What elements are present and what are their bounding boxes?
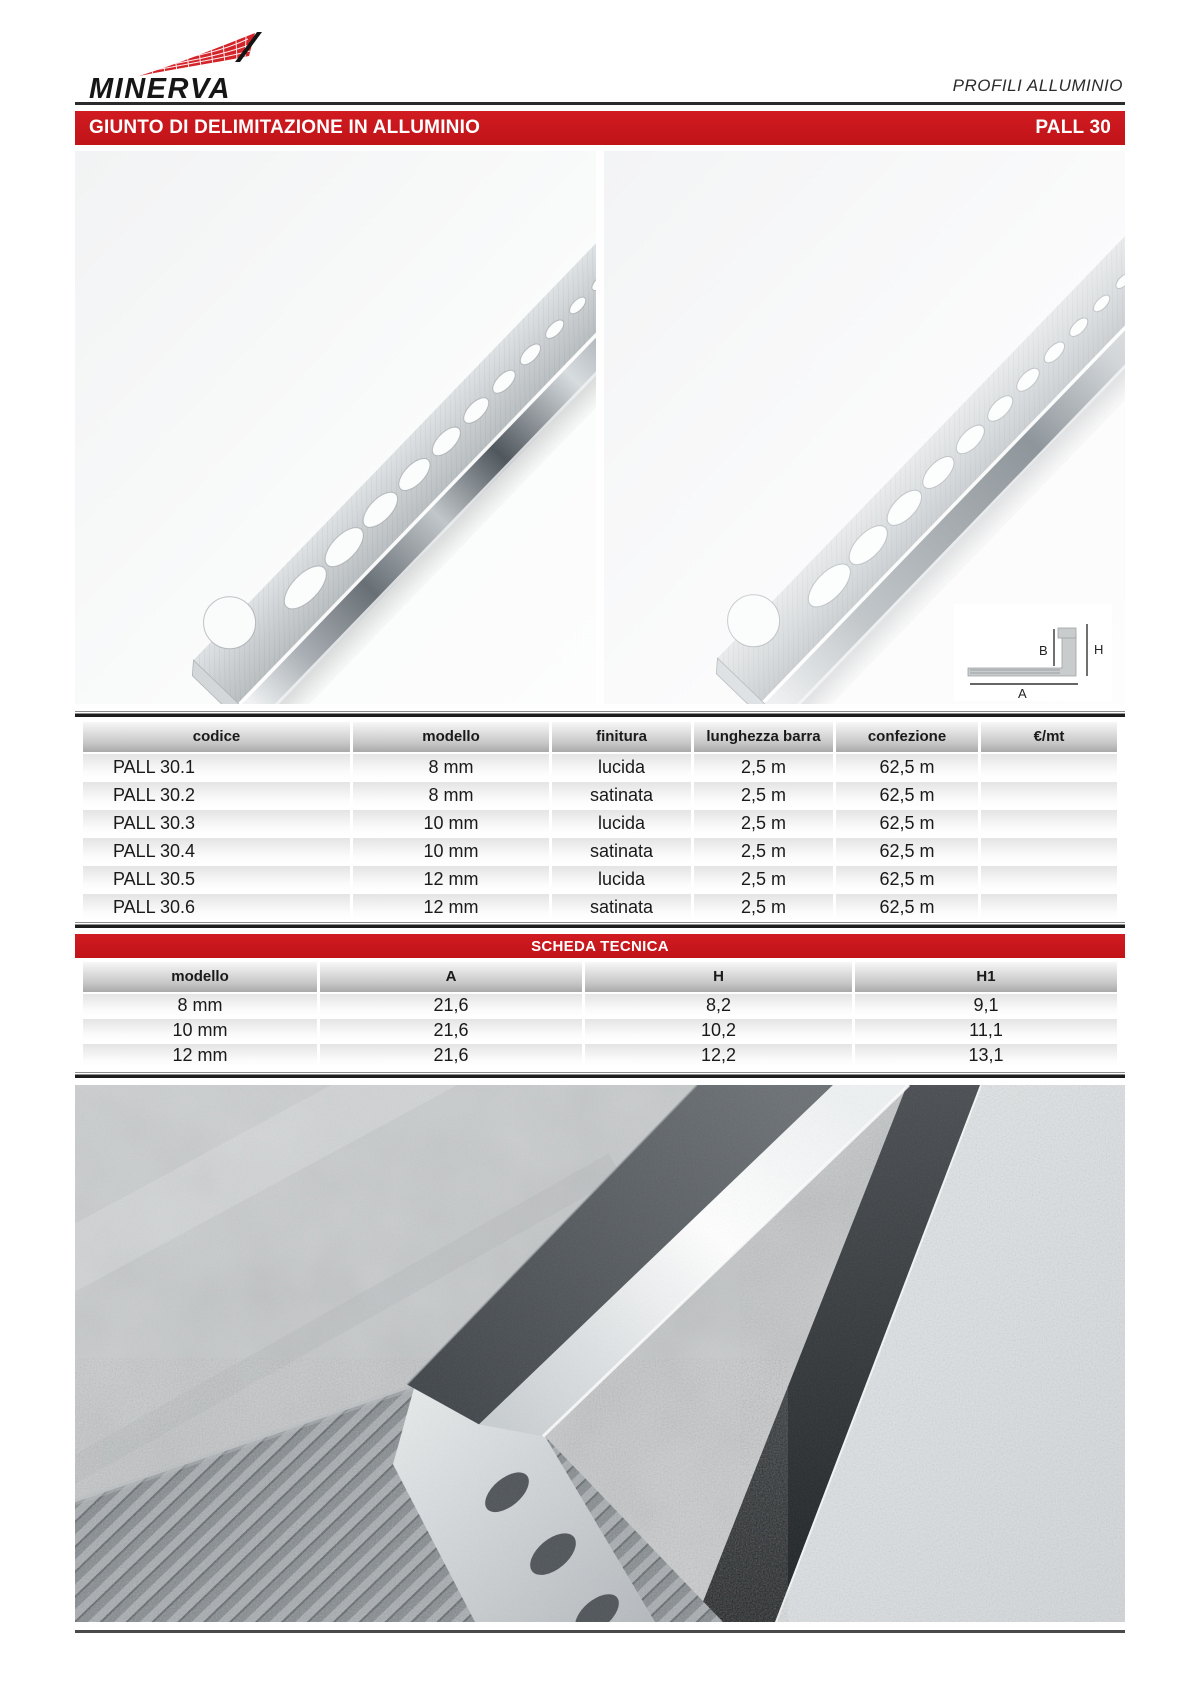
cross-section-diagram bbox=[954, 604, 1112, 701]
table-cell: lucida bbox=[552, 754, 691, 780]
table-row bbox=[83, 782, 1117, 808]
table-cell: satinata bbox=[552, 894, 691, 920]
table-cell: 62,5 m bbox=[836, 754, 978, 780]
dim-label-a: A bbox=[1018, 686, 1027, 701]
divider bbox=[75, 1072, 1125, 1078]
table-cell: 10 mm bbox=[353, 838, 549, 864]
table-cell: satinata bbox=[552, 838, 691, 864]
table-cell bbox=[981, 782, 1117, 808]
tech-table bbox=[83, 962, 1117, 1067]
table-cell: 12 mm bbox=[83, 1044, 317, 1067]
table-cell: 8 mm bbox=[83, 994, 317, 1017]
scheda-tecnica-title: SCHEDA TECNICA bbox=[531, 937, 669, 955]
table-cell bbox=[981, 754, 1117, 780]
bottom-rule bbox=[75, 1630, 1125, 1633]
sail-icon bbox=[139, 32, 262, 76]
product-code: PALL 30 bbox=[1035, 117, 1111, 138]
dim-label-h: H bbox=[1094, 642, 1104, 657]
table-cell: 10 mm bbox=[83, 1019, 317, 1042]
table-cell: 2,5 m bbox=[694, 782, 833, 808]
column-header: modello bbox=[353, 722, 549, 752]
table-header-row bbox=[83, 722, 1117, 752]
table-cell: 2,5 m bbox=[694, 838, 833, 864]
table-cell: lucida bbox=[552, 866, 691, 892]
content bbox=[75, 0, 1125, 1633]
brand-name: MINERVA bbox=[89, 73, 232, 102]
title-bar bbox=[75, 111, 1125, 145]
table-row bbox=[83, 994, 1117, 1017]
table-row bbox=[83, 810, 1117, 836]
table-cell: 21,6 bbox=[320, 1019, 582, 1042]
table-cell: 62,5 m bbox=[836, 810, 978, 836]
table-cell: PALL 30.1 bbox=[83, 754, 350, 780]
table-cell: PALL 30.2 bbox=[83, 782, 350, 808]
table-cell bbox=[981, 810, 1117, 836]
column-header: H1 bbox=[855, 962, 1117, 992]
table-cell: 62,5 m bbox=[836, 894, 978, 920]
table-row bbox=[83, 1019, 1117, 1042]
table-cell: 13,1 bbox=[855, 1044, 1117, 1067]
column-header: lunghezza barra bbox=[694, 722, 833, 752]
scheda-tecnica-bar bbox=[75, 934, 1125, 958]
table-cell: PALL 30.6 bbox=[83, 894, 350, 920]
table-cell bbox=[981, 866, 1117, 892]
products-table bbox=[83, 722, 1117, 920]
table-cell: 10,2 bbox=[585, 1019, 852, 1042]
table-cell: 12 mm bbox=[353, 894, 549, 920]
table-cell: PALL 30.5 bbox=[83, 866, 350, 892]
table-cell bbox=[981, 894, 1117, 920]
minerva-logo bbox=[89, 30, 269, 102]
table-cell: 11,1 bbox=[855, 1019, 1117, 1042]
table-row bbox=[83, 1044, 1117, 1067]
table-cell: 2,5 m bbox=[694, 754, 833, 780]
header-rule bbox=[75, 102, 1125, 105]
column-header: €/mt bbox=[981, 722, 1117, 752]
table-cell: 2,5 m bbox=[694, 866, 833, 892]
divider bbox=[75, 922, 1125, 928]
table-cell: 8 mm bbox=[353, 782, 549, 808]
product-images bbox=[75, 151, 1125, 704]
table-cell bbox=[981, 838, 1117, 864]
column-header: H bbox=[585, 962, 852, 992]
table-cell: 2,5 m bbox=[694, 810, 833, 836]
product-image-lucida bbox=[75, 151, 596, 704]
column-header: confezione bbox=[836, 722, 978, 752]
column-header: A bbox=[320, 962, 582, 992]
table-cell: 10 mm bbox=[353, 810, 549, 836]
page-title: GIUNTO DI DELIMITAZIONE IN ALLUMINIO bbox=[89, 117, 481, 138]
table-cell: 2,5 m bbox=[694, 894, 833, 920]
column-header: modello bbox=[83, 962, 317, 992]
tagline: PROFILI ALLUMINIO bbox=[952, 76, 1123, 95]
table-cell: 8,2 bbox=[585, 994, 852, 1017]
table-row bbox=[83, 838, 1117, 864]
table-cell: 21,6 bbox=[320, 994, 582, 1017]
table-cell: 9,1 bbox=[855, 994, 1117, 1017]
table-cell: lucida bbox=[552, 810, 691, 836]
table-cell: 21,6 bbox=[320, 1044, 582, 1067]
dim-label-b: B bbox=[1039, 643, 1048, 658]
header bbox=[75, 2, 1125, 102]
table-cell: 8 mm bbox=[353, 754, 549, 780]
table-cell: PALL 30.4 bbox=[83, 838, 350, 864]
table-cell: 62,5 m bbox=[836, 866, 978, 892]
table-cell: 62,5 m bbox=[836, 838, 978, 864]
column-header: codice bbox=[83, 722, 350, 752]
application-photo bbox=[75, 1085, 1125, 1622]
table-cell: 12,2 bbox=[585, 1044, 852, 1067]
table-row bbox=[83, 866, 1117, 892]
table-cell: 62,5 m bbox=[836, 782, 978, 808]
divider bbox=[75, 711, 1125, 717]
table-cell: 12 mm bbox=[353, 866, 549, 892]
table-cell: PALL 30.3 bbox=[83, 810, 350, 836]
table-cell: satinata bbox=[552, 782, 691, 808]
table-row bbox=[83, 754, 1117, 780]
table-row bbox=[83, 894, 1117, 920]
table-header-row bbox=[83, 962, 1117, 992]
column-header: finitura bbox=[552, 722, 691, 752]
